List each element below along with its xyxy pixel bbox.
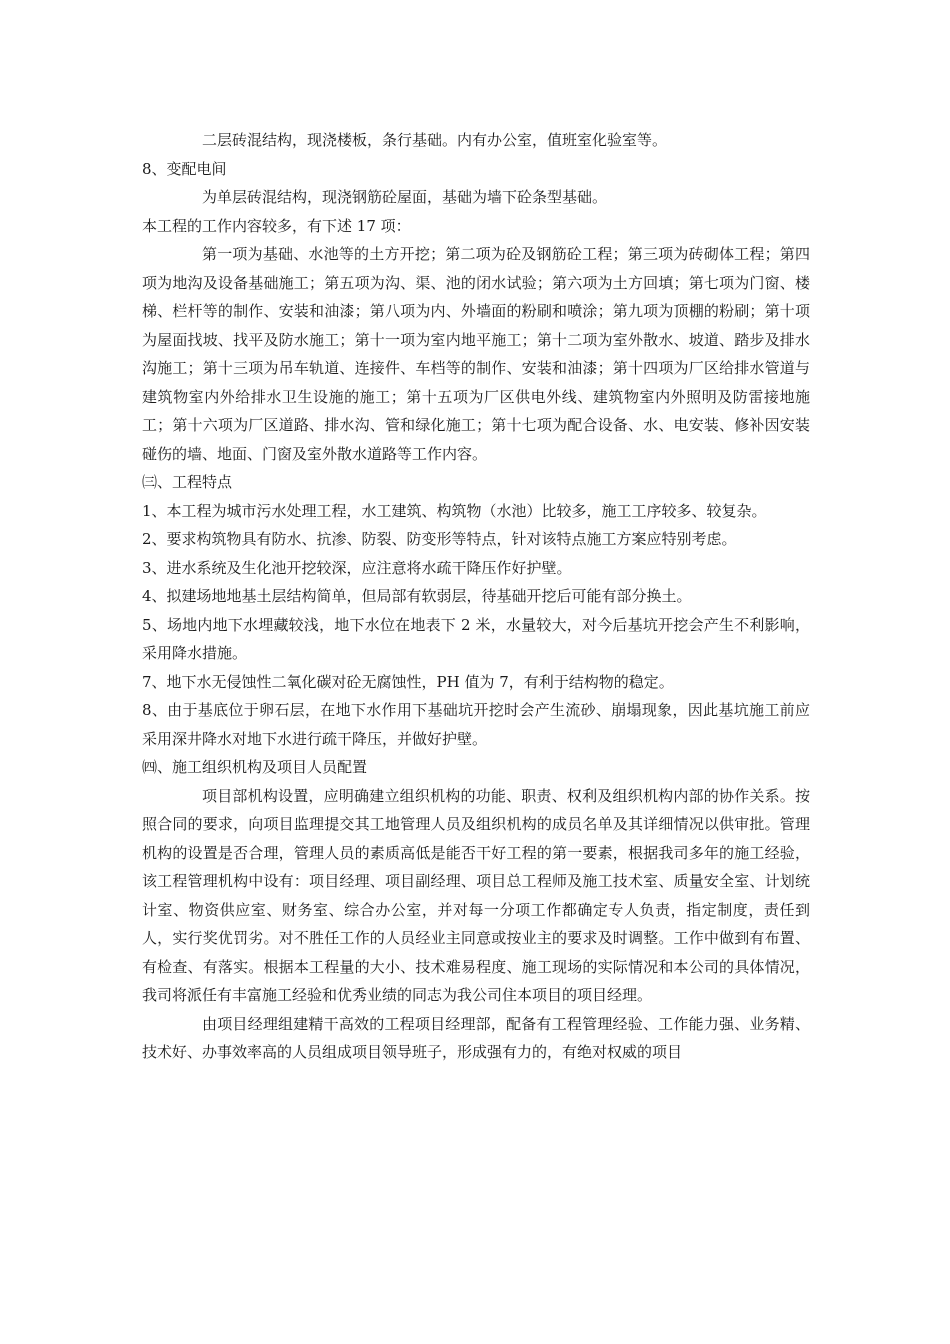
paragraph-project-team: 由项目经理组建精干高效的工程项目经理部，配备有工程管理经验、工作能力强、业务精、技术好、办事效率高的人员组成项目领导班子，形成强有力的，有绝对权威的项目 [142,1014,810,1061]
list-item-feature-7: 7、地下水无侵蚀性二氧化碳对砼无腐蚀性，PH 值为 7，有利于结构物的稳定。 [142,672,674,691]
section-heading-features: ㈢、工程特点 [142,473,233,491]
list-item-feature-1: 1、本工程为城市污水处理工程，水工建筑、构筑物（水池）比较多，施工工序较多、较复杂。 [142,501,767,520]
list-item-feature-3: 3、进水系统及生化池开挖较深，应注意将水疏干降压作好护壁。 [142,558,572,577]
section-heading-organization: ㈣、施工组织机构及项目人员配置 [142,758,368,776]
section-heading-substation: 8、变配电间 [142,159,227,178]
paragraph-work-items: 第一项为基础、水池等的土方开挖；第二项为砼及钢筋砼工程；第三项为砖砌体工程；第四项为地沟及设备基础施工；第五项为沟、渠、池的闭水试验；第六项为土方回填；第七项为门窗、楼梯、栏杆等的制作、安装和油漆；第八项为内、外墙面的粉刷和喷涂；第九项为顶棚的粉刷；第十项为屋面找坡、找平及防水施工；第十一项为室内地平施工；第十二项为室外散水、坡道、踏步及排水沟施工；第十三项为吊车轨道、连接件、车档等的制作、安装和油漆；第十四项为厂区给排水管道与建筑物室内外给排水卫生设施的施工；第十五项为厂区供电外线、建筑物室内外照明及防雷接地施工；第十六项为厂区道路、排水沟、管和绿化施工；第十七项为配合设备、水、电安装、修补因安装碰伤的墙、地面、门窗及室外散水道路等工作内容。 [142,245,810,463]
list-item-feature-4: 4、拟建场地地基土层结构简单，但局部有软弱层，待基础开挖后可能有部分换土。 [142,587,692,605]
document-page [142,126,810,1067]
paragraph-organization-setup: 项目部机构设置，应明确建立组织机构的功能、职责、权利及组织机构内部的协作关系。按照合同的要求，向项目监理提交其工地管理人员及组织机构的成员名单及其详细情况以供审批。管理机构的设置是否合理，管理人员的素质高低是能否干好工程的第一要素，根据我司多年的施工经验，该工程管理机构中设有：项目经理、项目副经理、项目总工程师及施工技术室、质量安全室、计划统计室、物资供应室、财务室、综合办公室，并对每一分项工作都确定专人负责，指定制度，责任到人，实行奖优罚劣。对不胜任工作的人员经业主同意或按业主的要求及时调整。工作中做到有布置、有检查、有落实。根据本工程量的大小、技术难易程度、施工现场的实际情况和本公司的具体情况，我司将派任有丰富施工经验和优秀业绩的同志为我公司住本项目的项目经理。 [142,786,810,1004]
list-item-feature-8: 8、由于基底位于卵石层，在地下水作用下基础坑开挖时会产生流砂、崩塌现象，因此基坑施工前应采用深井降水对地下水进行疏干降压，并做好护壁。 [142,701,810,748]
list-item-feature-5: 5、场地内地下水埋藏较浅，地下水位在地表下 2 米，水量较大，对今后基坑开挖会产生不利影响，采用降水措施。 [142,615,810,662]
paragraph-work-scope-intro: 本工程的工作内容较多，有下述 17 项： [142,216,411,235]
list-item-feature-2: 2、要求构筑物具有防水、抗渗、防裂、防变形等特点，针对该特点施工方案应特别考虑。 [142,530,737,548]
paragraph-office-building: 二层砖混结构，现浇楼板，条行基础。内有办公室，值班室化验室等。 [202,131,668,149]
paragraph-substation: 为单层砖混结构，现浇钢筋砼屋面，基础为墙下砼条型基础。 [202,188,608,206]
